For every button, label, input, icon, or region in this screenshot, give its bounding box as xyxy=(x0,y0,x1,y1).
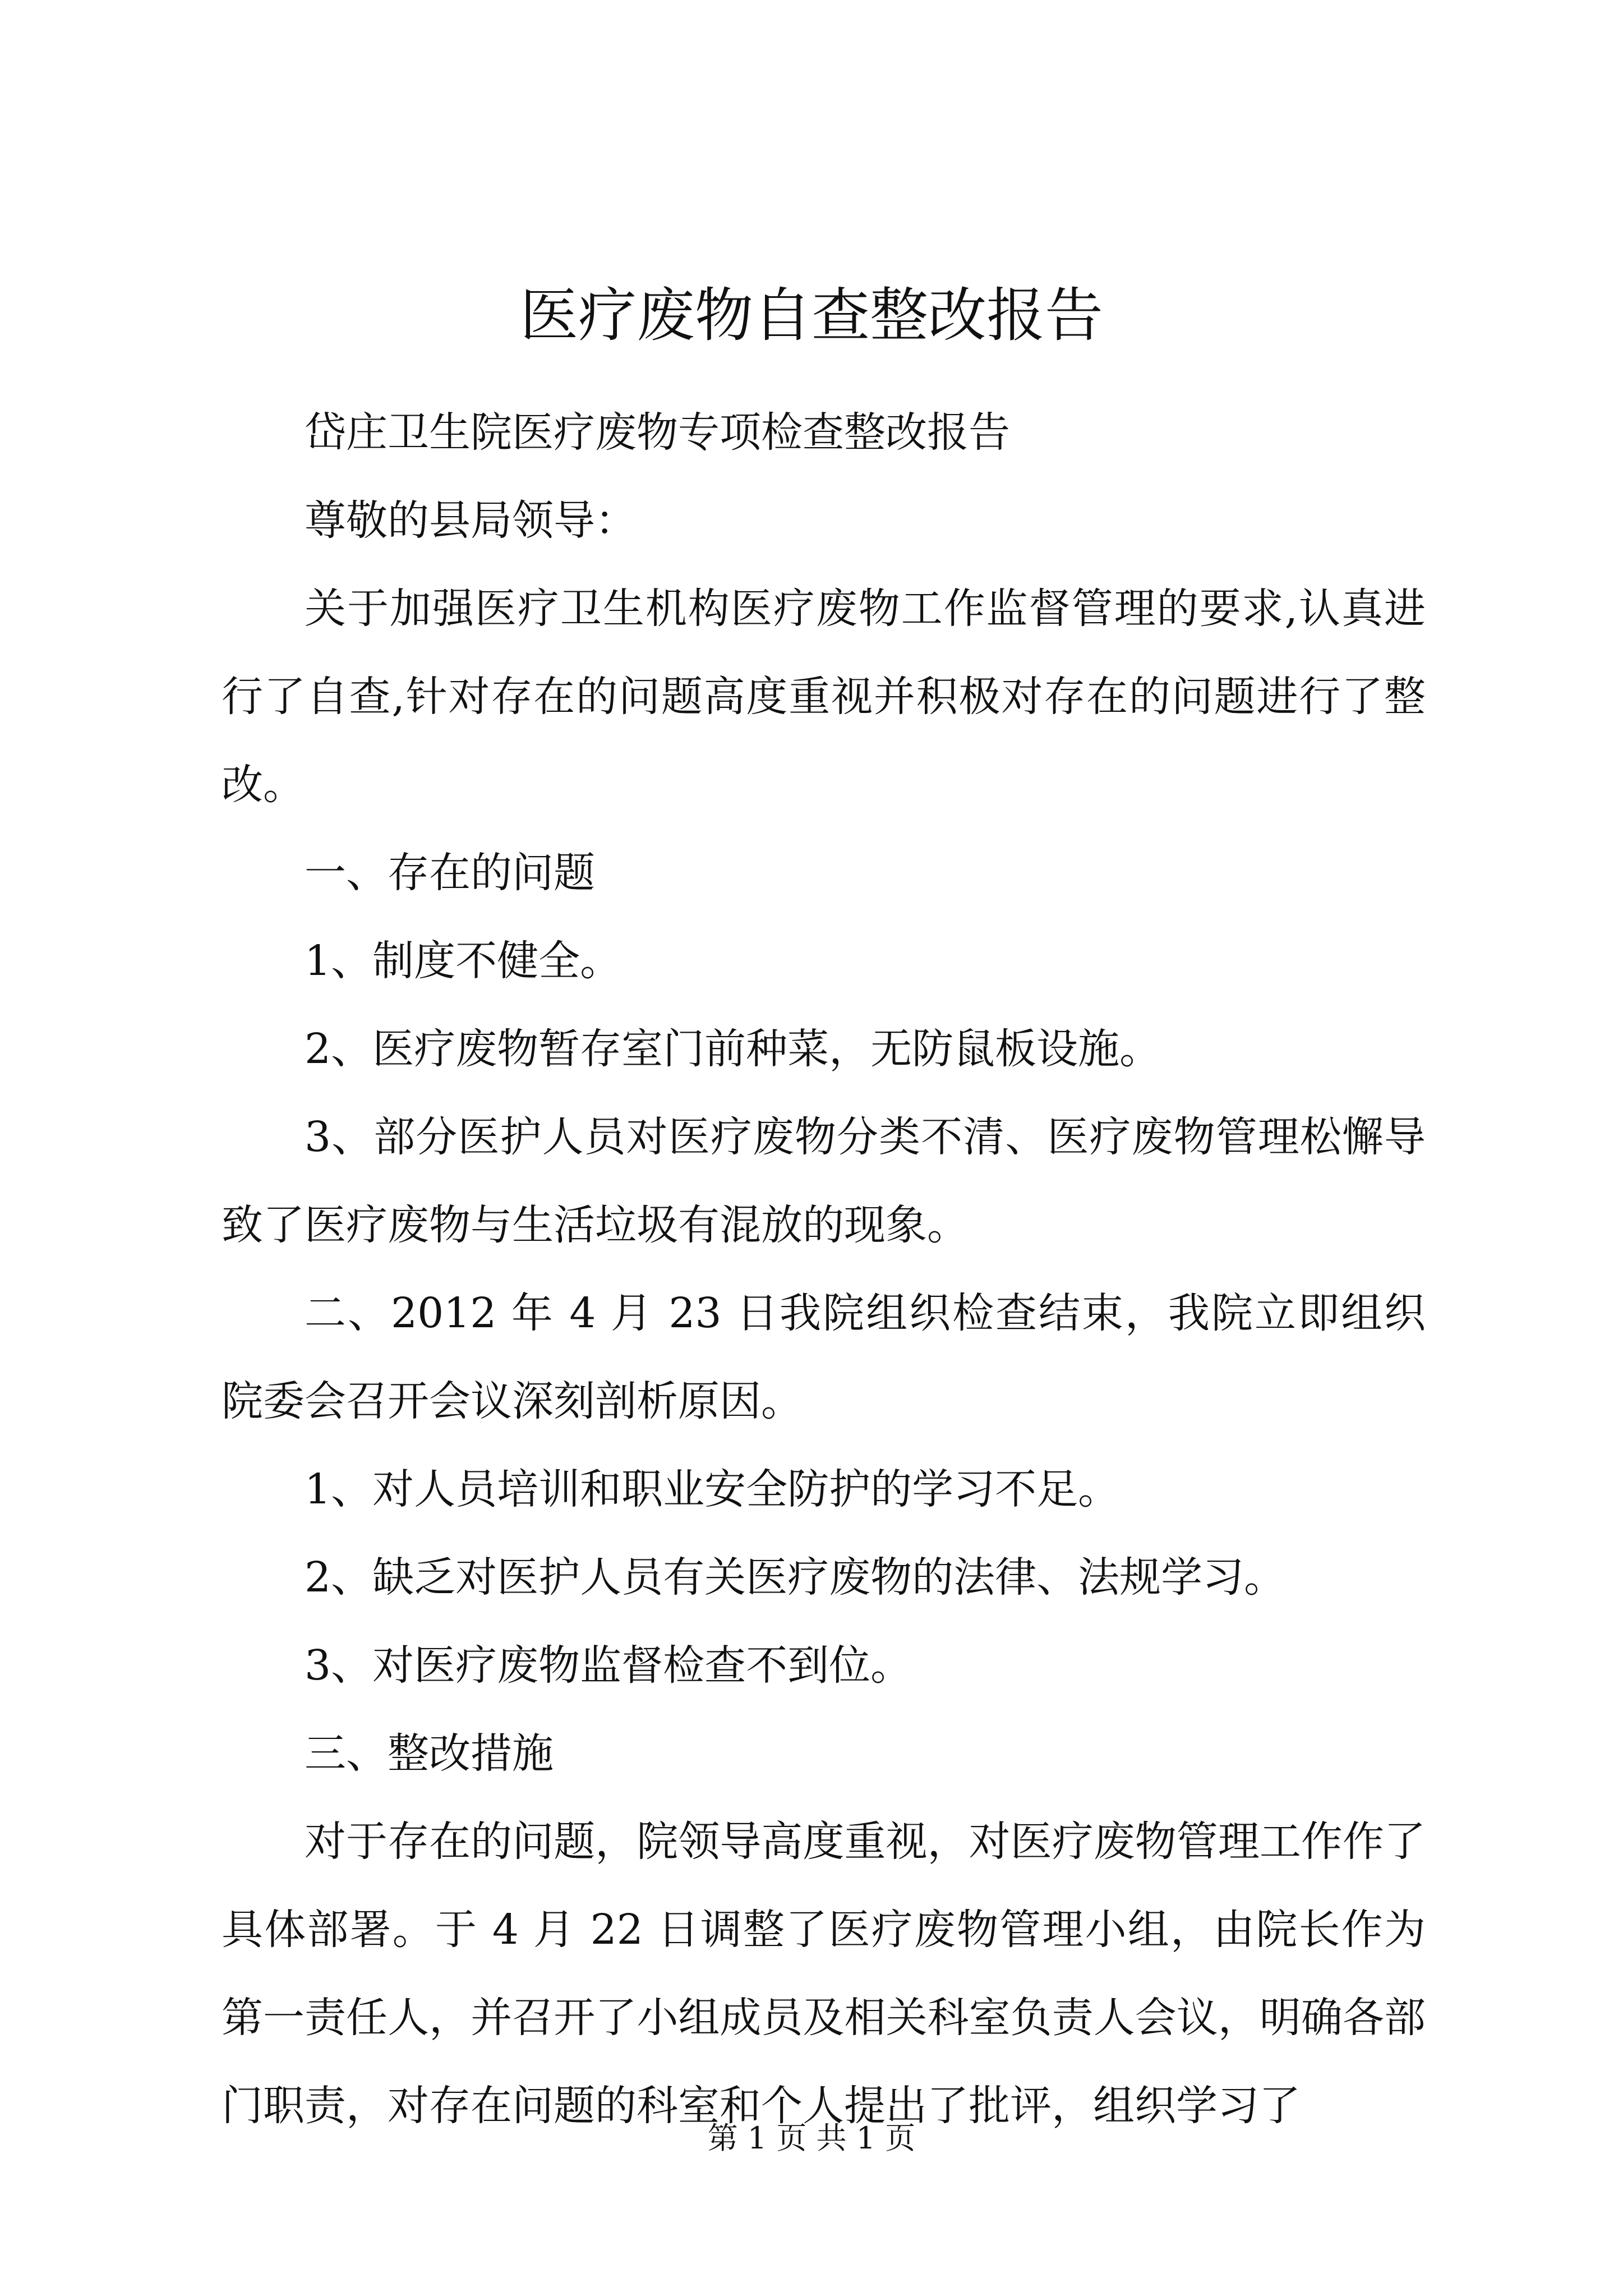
section-heading-problems: 一、存在的问题 xyxy=(305,849,595,897)
page-footer: 第 1 页 共 1 页 xyxy=(707,2120,916,2156)
problem-item-1: 1、制度不健全。 xyxy=(305,937,622,985)
problem-item-2: 2、医疗废物暂存室门前种菜，无防鼠板设施。 xyxy=(305,1025,1161,1073)
cause-item-1: 1、对人员培训和职业安全防护的学习不足。 xyxy=(305,1465,1120,1513)
paragraph-measures: 对于存在的问题，院领导高度重视，对医疗废物管理工作作了具体部署。于 4 月 22 日调整了医疗废物管理小组，由院长作为第一责任人，并召开了小组成员及相关科室负责人会议，明确各部门职责，对存在问题的科室和个人提出了批评，组织学习了 xyxy=(222,1818,1426,2130)
cause-item-3: 3、对医疗废物监督检查不到位。 xyxy=(305,1641,912,1690)
paragraph-salutation: 尊敬的县局领导： xyxy=(305,496,637,545)
section-heading-causes: 二、2012 年 4 月 23 日我院组织检查结束，我院立即组织院委会召开会议深刻剖析原因。 xyxy=(222,1289,1426,1425)
cause-item-2: 2、缺乏对医护人员有关医疗废物的法律、法规学习。 xyxy=(305,1553,1286,1602)
paragraph-intro: 关于加强医疗卫生机构医疗废物工作监督管理的要求,认真进行了自查,针对存在的问题高度重视并积极对存在的问题进行了整改。 xyxy=(222,585,1426,809)
document-body xyxy=(222,389,1426,2150)
section-heading-measures: 三、整改措施 xyxy=(305,1729,554,1778)
problem-item-3: 3、部分医护人员对医疗废物分类不清、医疗废物管理松懈导致了医疗废物与生活垃圾有混放的现象。 xyxy=(222,1113,1426,1249)
paragraph-subtitle: 岱庄卫生院医疗废物专项检查整改报告 xyxy=(305,408,1010,457)
document-title: 医疗废物自查整改报告 xyxy=(519,281,1103,349)
